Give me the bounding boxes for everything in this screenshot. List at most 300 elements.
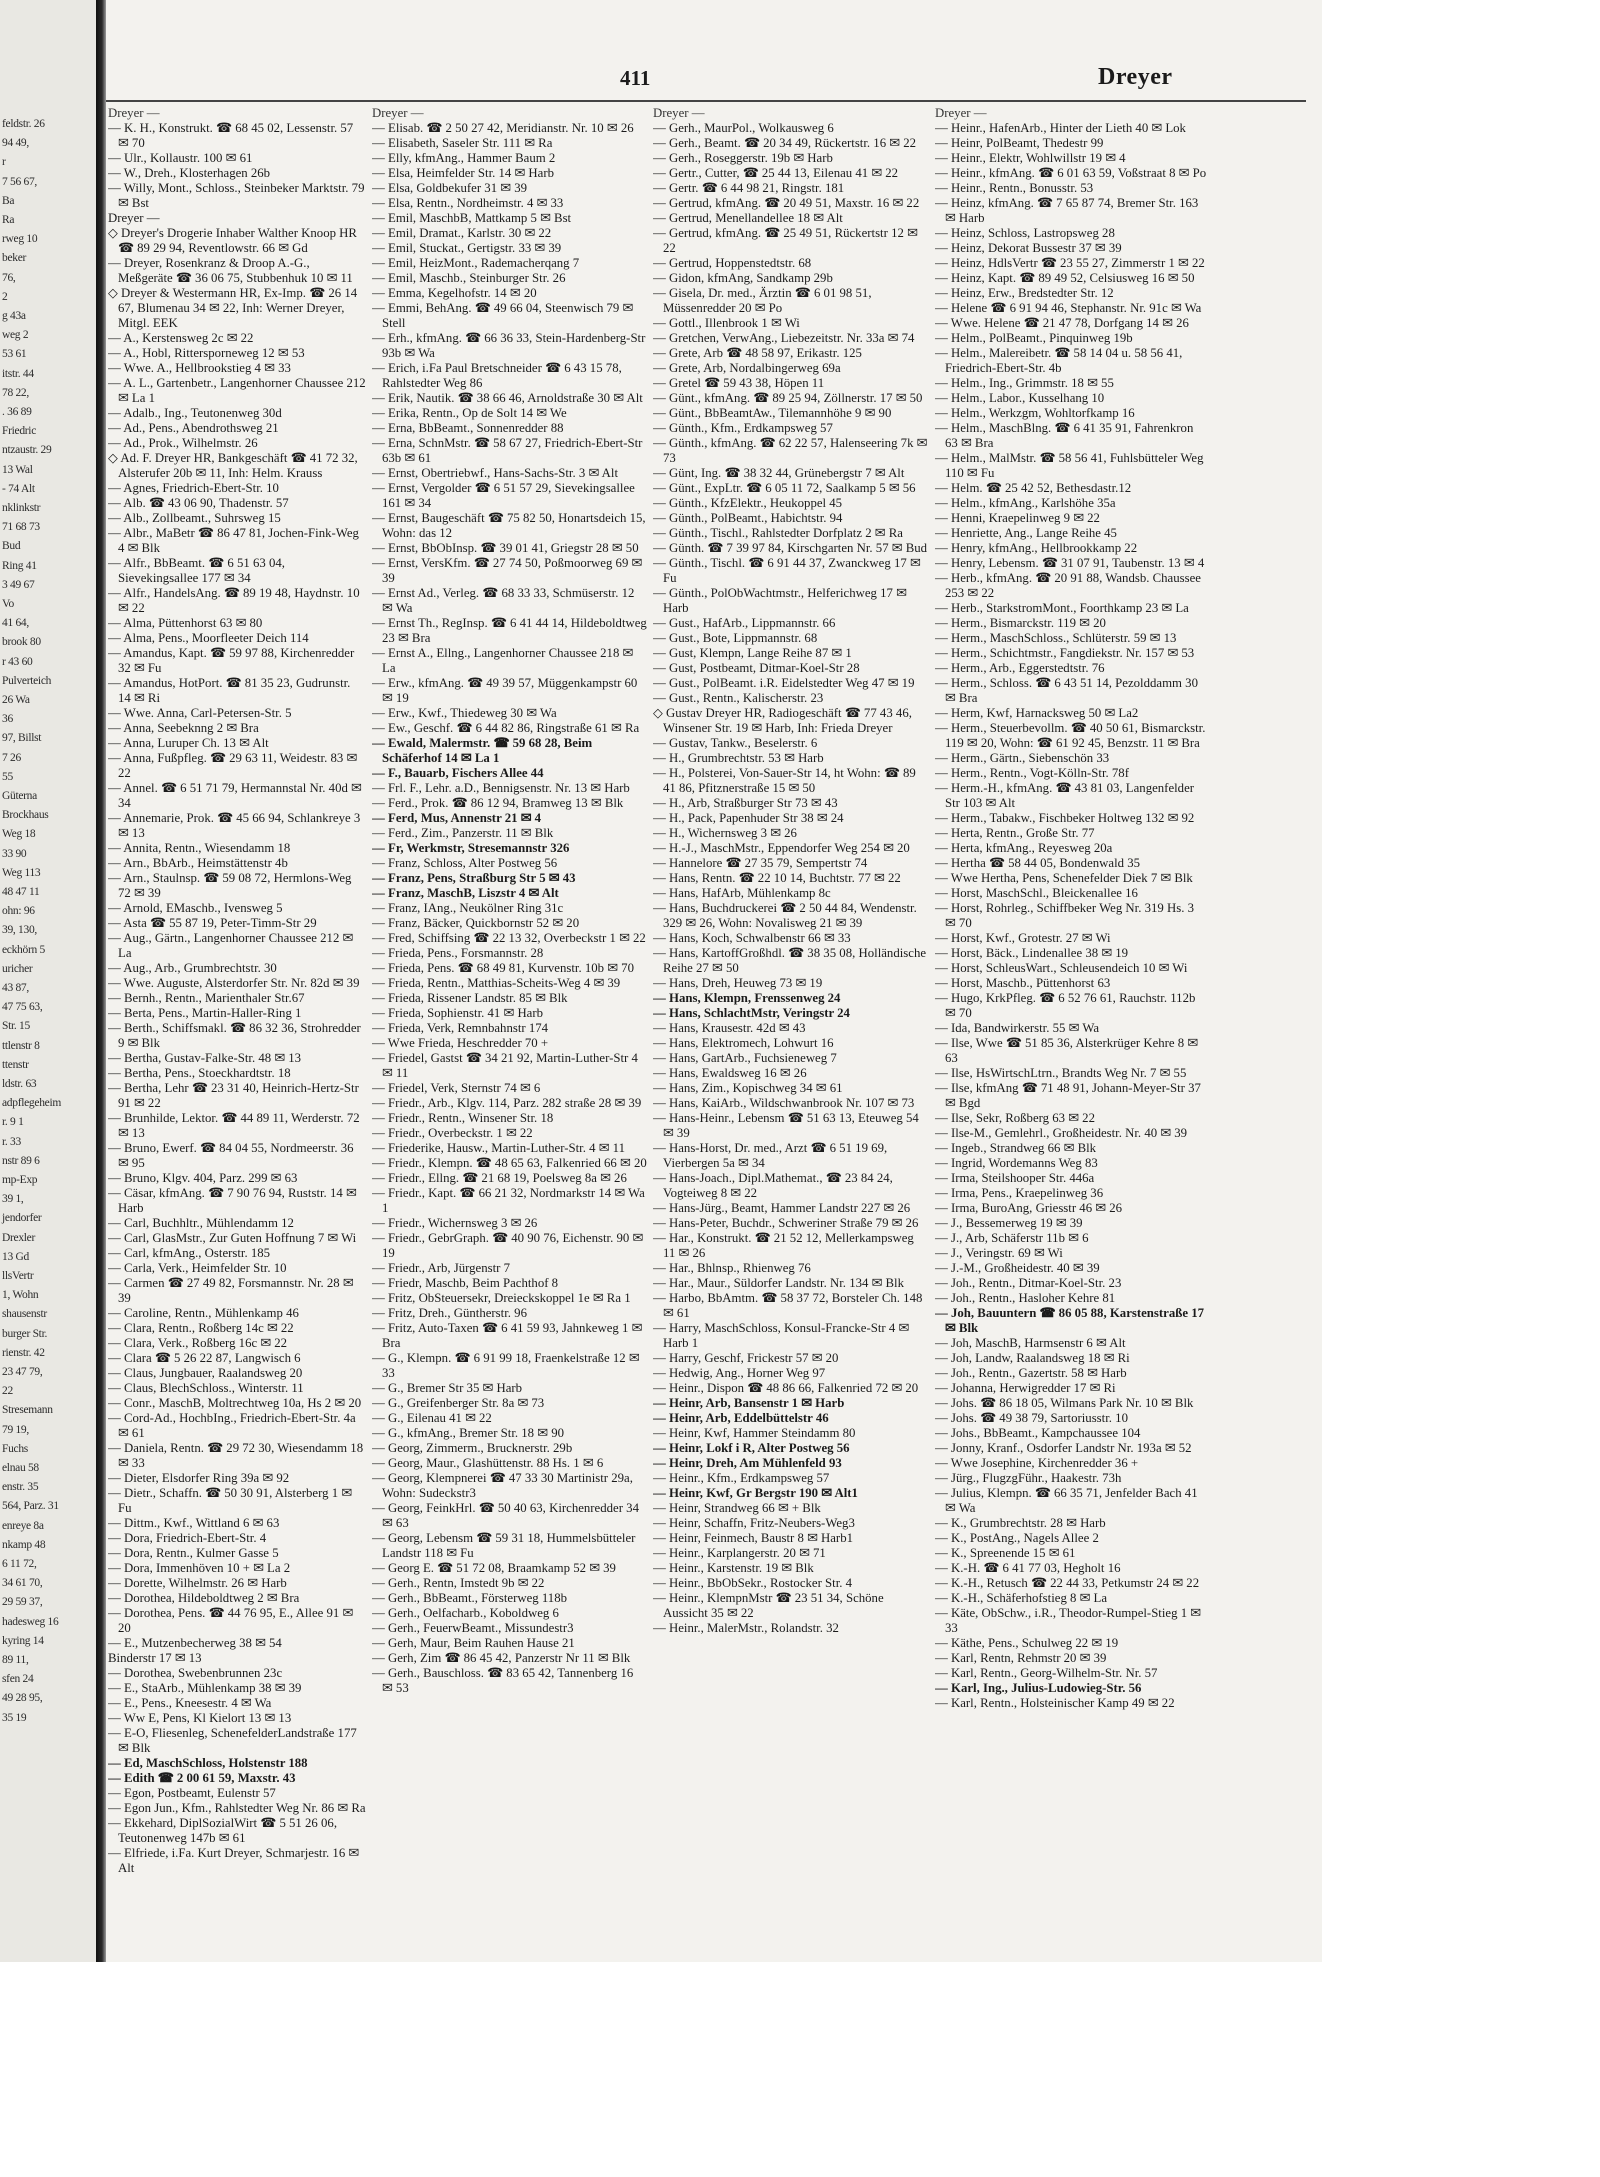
directory-entry: — Heinz, HdlsVertr ☎ 23 55 27, Zimmerstr 1 ✉ 22 [935, 256, 1205, 270]
directory-entry: — Heinr., Karstenstr. 19 ✉ Blk [653, 1561, 814, 1575]
column-1 [108, 106, 366, 1950]
directory-entry: — Erh., kfmAng. ☎ 66 36 33, Stein-Hardenberg-Str 93b ✉ Wa [372, 331, 646, 360]
previous-page-fragment: g 43a [2, 310, 26, 322]
previous-page-fragment: r 43 60 [2, 655, 33, 668]
directory-entry: — Bernh., Rentn., Marienthaler Str.67 [108, 991, 305, 1005]
previous-page-fragment: 23 47 79, [2, 1366, 43, 1378]
directory-entry: — Ernst, BbObInsp. ☎ 39 01 41, Griegstr 28 ✉ 50 [372, 541, 639, 555]
directory-entry: — Dorothea, Pens. ☎ 44 76 95, E., Allee 91 ✉ 20 [108, 1606, 354, 1635]
directory-entry: — Gretchen, VerwAng., Liebezeitstr. Nr. 33a ✉ 74 [653, 331, 915, 345]
directory-entry: — Alfr., BbBeamt. ☎ 6 51 63 04, Sievekingsallee 177 ✉ 34 [108, 556, 285, 585]
directory-entry: — Karl, Rentn., Holsteinischer Kamp 49 ✉ 22 [935, 1696, 1175, 1710]
directory-entry: — Gertr., Cutter, ☎ 25 44 13, Eilenau 41 ✉ 22 [653, 166, 899, 180]
directory-entry: — Ewald, Malermstr. ☎ 59 68 28, Beim Schäferhof 14 ✉ La 1 [372, 736, 593, 765]
previous-page-fragment: Vo [2, 598, 14, 610]
column-head: Dreyer — [935, 106, 987, 120]
directory-entry: — Hannelore ☎ 27 35 79, Sempertstr 74 [653, 856, 868, 870]
previous-page-fragment: hadesweg 16 [2, 1615, 59, 1628]
directory-entry: — Helm., MaschBlng. ☎ 6 41 35 91, Fahrenkron 63 ✉ Bra [935, 421, 1194, 450]
previous-page-fragment: rweg 10 [2, 233, 38, 246]
directory-entry: — Friederike, Hausw., Martin-Luther-Str. 4 ✉ 11 [372, 1141, 625, 1155]
directory-entry: — Helm., MalMstr. ☎ 58 56 41, Fuhlsbütteler Weg 110 ✉ Fu [935, 451, 1204, 480]
directory-entry: — Alfr., HandelsAng. ☎ 89 19 48, Haydnstr. 10 ✉ 22 [108, 586, 360, 615]
directory-entry: — Günt., ExpLtr. ☎ 6 05 11 72, Saalkamp 5 ✉ 56 [653, 481, 916, 495]
directory-entry: — Herm., Rentn., Vogt-Kölln-Str. 78f [935, 766, 1129, 780]
previous-page-fragment: 13 Gd [2, 1250, 29, 1263]
directory-entry: — K.-H. ☎ 6 41 77 03, Hegholt 16 [935, 1561, 1121, 1575]
directory-entry: — Helm., kfmAng., Karlshöhe 35a [935, 496, 1116, 510]
directory-entry: — Henry, Lebensm. ☎ 31 07 91, Taubenstr. 13 ✉ 4 [935, 556, 1205, 570]
directory-entry: — Berth., Schiffsmakl. ☎ 86 32 36, Strohredder 9 ✉ Blk [108, 1021, 361, 1050]
directory-entry: — Carmen ☎ 27 49 82, Forsmannstr. Nr. 28 ✉ 39 [108, 1276, 354, 1305]
directory-entry: — Horst, MaschSchl., Bleickenallee 16 [935, 886, 1138, 900]
previous-page-fragment: Stresemann [2, 1404, 53, 1417]
directory-entry: — Friedr., Kapt. ☎ 66 21 32, Nordmarkstr 14 ✉ Wa 1 [372, 1186, 645, 1215]
previous-page-fragment: Brockhaus [2, 809, 49, 822]
directory-entry: — Erw., Kwf., Thiedeweg 30 ✉ Wa [372, 706, 557, 720]
directory-entry: — Carla, Verk., Heimfelder Str. 10 [108, 1261, 287, 1275]
directory-entry: — Herm., Schloss. ☎ 6 43 51 14, Pezolddamm 30 ✉ Bra [935, 676, 1198, 705]
directory-entry: — Aug., Arb., Grumbrechtstr. 30 [108, 961, 277, 975]
directory-entry: — Friedr., Klempn. ☎ 48 65 63, Falkenried 66 ✉ 20 [372, 1156, 647, 1170]
directory-entry: — Egon, Postbeamt, Eulenstr 57 [108, 1786, 276, 1800]
directory-entry: Dreyer — [108, 211, 160, 225]
directory-entry: — Ernst Ad., Verleg. ☎ 68 33 33, Schmüserstr. 12 ✉ Wa [372, 586, 635, 615]
directory-entry: — Herm.-H., kfmAng. ☎ 43 81 03, Langenfelder Str 103 ✉ Alt [935, 781, 1195, 810]
directory-entry: — Franz, Pens, Straßburg Str 5 ✉ 43 [372, 871, 576, 885]
previous-page-fragment: 76, [2, 271, 16, 284]
directory-entry: — Heinr., BbObSekr., Rostocker Str. 4 [653, 1576, 853, 1590]
column-4 [935, 106, 1207, 1950]
directory-entry: — Käthe, Pens., Schulweg 22 ✉ 19 [935, 1636, 1119, 1650]
directory-entry: — Hugo, KrkPfleg. ☎ 6 52 76 61, Rauchstr. 112b ✉ 70 [935, 991, 1196, 1020]
directory-entry: — E., Mutzenbecherweg 38 ✉ 54 [108, 1636, 282, 1650]
directory-entry: — Anna, Luruper Ch. 13 ✉ Alt [108, 736, 269, 750]
directory-entry: — Heinz, Kapt. ☎ 89 49 52, Celsiusweg 16 ✉ 50 [935, 271, 1195, 285]
directory-entry: — Heinr., HafenArb., Hinter der Lieth 40 ✉ Lok [935, 121, 1186, 135]
directory-entry: — Frieda, Verk, Remnbahnstr 174 [372, 1021, 549, 1035]
directory-entry: — Hans, KaiArb., Wildschwanbrook Nr. 107 ✉ 73 [653, 1096, 915, 1110]
directory-entry: — Julius, Klempn. ☎ 66 35 71, Jenfelder Bach 41 ✉ Wa [935, 1486, 1198, 1515]
directory-entry: — Heinr, Strandweg 66 ✉ + Blk [653, 1501, 821, 1515]
directory-entry: — Günt., kfmAng. ☎ 89 25 94, Zöllnerstr. 17 ✉ 50 [653, 391, 923, 405]
previous-page-fragment: 53 61 [2, 348, 27, 361]
directory-entry: — Cord-Ad., HochbIng., Friedrich-Ebert-Str. 4a ✉ 61 [108, 1411, 356, 1440]
directory-entry: — Elisab. ☎ 2 50 27 42, Meridianstr. Nr. 10 ✉ 26 [372, 121, 634, 135]
directory-entry: — Helene ☎ 6 91 94 46, Stephanstr. Nr. 91c ✉ Wa [935, 301, 1202, 315]
directory-entry: — Gretel ☎ 59 43 38, Höpen 11 [653, 376, 825, 390]
directory-entry: — Helm., Labor., Kusselhang 10 [935, 391, 1105, 405]
directory-entry: — Erna, BbBeamt., Sonnenredder 88 [372, 421, 564, 435]
directory-entry: — Hans, Buchdruckerei ☎ 2 50 44 84, Wendenstr. 329 ✉ 26, Wohn: Novalisweg 21 ✉ 39 [653, 901, 917, 930]
previous-page-fragment: 55 [2, 770, 13, 783]
directory-entry: — Helm. ☎ 25 42 52, Bethesdastr.12 [935, 481, 1132, 495]
directory-entry: — Hans, KartoffGroßhdl. ☎ 38 35 08, Holländische Reihe 27 ✉ 50 [653, 946, 927, 975]
directory-entry: — Erik, Nautik. ☎ 38 66 46, Arnoldstraße 30 ✉ Alt [372, 391, 643, 405]
previous-page-edge [0, 0, 96, 1962]
directory-entry: — Franz, IAng., Neukölner Ring 31c [372, 901, 564, 915]
directory-entry: — Agnes, Friedrich-Ebert-Str. 10 [108, 481, 279, 495]
blank-margin-right [1322, 0, 1600, 2177]
directory-entry: — Wwe. A., Hellbrookstieg 4 ✉ 33 [108, 361, 291, 375]
previous-page-fragment: feldstr. 26 [2, 118, 45, 130]
directory-entry: — Carl, kfmAng., Osterstr. 185 [108, 1246, 271, 1260]
directory-entry: — K., Grumbrechtstr. 28 ✉ Harb [935, 1516, 1106, 1530]
directory-entry: — Bertha, Lehr ☎ 23 31 40, Heinrich-Hertz-Str 91 ✉ 22 [108, 1081, 359, 1110]
directory-entry: — Georg, Klempnerei ☎ 47 33 30 Martinistr 29a, Wohn: Sudeckstr3 [372, 1471, 633, 1500]
directory-entry: — Gust., Rentn., Kalischerstr. 23 [653, 691, 824, 705]
directory-entry: — Fred, Schiffsing ☎ 22 13 32, Overbeckstr 1 ✉ 22 [372, 931, 646, 945]
column-head: Dreyer — [108, 106, 160, 120]
directory-entry: — Friedel, Gastst ☎ 34 21 92, Martin-Luther-Str 4 ✉ 11 [372, 1051, 638, 1080]
directory-entry: — Günth. ☎ 7 39 97 84, Kirschgarten Nr. 57 ✉ Bud [653, 541, 928, 555]
directory-entry: — Franz, Schloss, Alter Postweg 56 [372, 856, 558, 870]
directory-entry: — Emil, Stuckat., Gertigstr. 33 ✉ 39 [372, 241, 562, 255]
directory-entry: — A., Kerstensweg 2c ✉ 22 [108, 331, 254, 345]
directory-entry: — Arn., BbArb., Heimstättenstr 4b [108, 856, 288, 870]
directory-entry: — Emmi, BehAng. ☎ 49 66 04, Steenwisch 79 ✉ Stell [372, 301, 634, 330]
directory-entry: — Hans-Joach., Dipl.Mathemat., ☎ 23 84 24, Vogteiweg 8 ✉ 22 [653, 1171, 893, 1200]
directory-entry: — Käte, ObSchw., i.R., Theodor-Rumpel-Stieg 1 ✉ 33 [935, 1606, 1202, 1635]
directory-entry: — Heinr, PolBeamt, Thedestr 99 [935, 136, 1104, 150]
directory-entry: — Georg E. ☎ 51 72 08, Braamkamp 52 ✉ 39 [372, 1561, 616, 1575]
directory-entry: — F., Bauarb, Fischers Allee 44 [372, 766, 544, 780]
directory-entry: — Gerh., Beamt. ☎ 20 34 49, Rückertstr. 16 ✉ 22 [653, 136, 917, 150]
directory-entry: — Ad., Prok., Wilhelmstr. 26 [108, 436, 258, 450]
directory-entry: — Heinz, kfmAng. ☎ 7 65 87 74, Bremer Str. 163 ✉ Harb [935, 196, 1199, 225]
directory-entry: — Helm., Ing., Grimmstr. 18 ✉ 55 [935, 376, 1114, 390]
directory-entry: — Brunhilde, Lektor. ☎ 44 89 11, Werderstr. 72 ✉ 13 [108, 1111, 360, 1140]
directory-entry: — Henry, kfmAng., Hellbrookkamp 22 [935, 541, 1138, 555]
directory-entry: — Edith ☎ 2 00 61 59, Maxstr. 43 [108, 1771, 296, 1785]
previous-page-fragment: Weg 18 [2, 828, 36, 841]
directory-entry: — Karl, Ing., Julius-Ludowieg-Str. 56 [935, 1681, 1142, 1695]
directory-entry: — Emil, Maschb., Steinburger Str. 26 [372, 271, 566, 285]
directory-entry: — Heinr, Kwf, Gr Bergstr 190 ✉ Alt1 [653, 1486, 858, 1500]
directory-entry: — Ilse, kfmAng ☎ 71 48 91, Johann-Meyer-Str 37 ✉ Bgd [935, 1081, 1201, 1110]
directory-entry: — Gerh., Roseggerstr. 19b ✉ Harb [653, 151, 833, 165]
directory-entry: — Irma, BuroAng, Griesstr 46 ✉ 26 [935, 1201, 1123, 1215]
directory-entry: — Ernst, Baugeschäft ☎ 75 82 50, Honartsdeich 15, Wohn: das 12 [372, 511, 646, 540]
directory-entry: — Arnold, EMaschb., Ivensweg 5 [108, 901, 283, 915]
directory-entry: — Frieda, Rentn., Matthias-Scheits-Weg 4 ✉ 39 [372, 976, 621, 990]
previous-page-fragment: 26 Wa [2, 694, 30, 706]
directory-entry: — Gertrud, kfmAng. ☎ 20 49 51, Maxstr. 16 ✉ 22 [653, 196, 920, 210]
directory-entry: — Horst, Maschb., Püttenhorst 63 [935, 976, 1111, 990]
directory-entry: — Willy, Mont., Schloss., Steinbeker Marktstr. 79 ✉ Bst [108, 181, 365, 210]
directory-entry: — Ekkehard, DiplSozialWirt ☎ 5 51 26 06, Teutonenweg 147b ✉ 61 [108, 1816, 338, 1845]
directory-entry: — Günth., PolBeamt., Habichtstr. 94 [653, 511, 843, 525]
previous-page-fragment: 36 [2, 713, 13, 726]
directory-entry: — E., Pens., Kneesestr. 4 ✉ Wa [108, 1696, 272, 1710]
previous-page-fragment: 49 28 95, [2, 1692, 43, 1705]
previous-page-fragment: ntzaustr. 29 [2, 444, 52, 457]
directory-entry: — Elfriede, i.Fa. Kurt Dreyer, Schmarjestr. 16 ✉ Alt [108, 1846, 360, 1875]
directory-entry: — Fritz, Dreh., Güntherstr. 96 [372, 1306, 527, 1320]
directory-entry: — Johs., BbBeamt., Kampchaussee 104 [935, 1426, 1141, 1440]
directory-entry: — Heinz, Schloss, Lastropsweg 28 [935, 226, 1115, 240]
directory-entry: — Helm., Malereibetr. ☎ 58 14 04 u. 58 56 41, Friedrich-Ebert-Str. 4b [935, 346, 1183, 375]
header-rule [106, 100, 1306, 102]
directory-entry: — Gerh, Maur, Beim Rauhen Hause 21 [372, 1636, 575, 1650]
previous-page-fragment: Weg 113 [2, 866, 41, 879]
previous-page-fragment: 7 26 [2, 751, 21, 764]
previous-page-fragment: 39, 130, [2, 924, 37, 937]
directory-entry: — Harry, MaschSchloss, Konsul-Francke-Str 4 ✉ Harb 1 [653, 1321, 910, 1350]
directory-entry: — Wwe. Auguste, Alsterdorfer Str. Nr. 82d ✉ 39 [108, 976, 360, 990]
directory-entry: — Hans, HafArb, Mühlenkamp 8c [653, 886, 831, 900]
directory-entry: — Friedr, Maschb, Beim Pachthof 8 [372, 1276, 559, 1290]
directory-entry: — Gustav, Tankw., Beselerstr. 6 [653, 736, 818, 750]
directory-entry: — Günth., kfmAng. ☎ 62 22 57, Halenseering 7k ✉ 73 [653, 436, 928, 465]
directory-entry: — Frl. F., Lehr. a.D., Bennigsenstr. Nr. 13 ✉ Harb [372, 781, 630, 795]
previous-page-fragment: - 74 Alt [2, 482, 35, 495]
running-head: Dreyer [1098, 64, 1173, 90]
directory-entry: — Elsa, Heimfelder Str. 14 ✉ Harb [372, 166, 555, 180]
directory-entry: — Hans, Krausestr. 42d ✉ 43 [653, 1021, 806, 1035]
directory-entry: — Annel. ☎ 6 51 71 79, Hermannstal Nr. 40d ✉ 34 [108, 781, 362, 810]
directory-entry: — Herm., Tabakw., Fischbeker Holtweg 132 ✉ 92 [935, 811, 1195, 825]
page-number: 411 [620, 66, 651, 90]
directory-entry: — Emil, Dramat., Karlstr. 30 ✉ 22 [372, 226, 552, 240]
directory-entry: — Frieda, Sophienstr. 41 ✉ Harb [372, 1006, 544, 1020]
directory-entry: — Gerh., Oelfacharb., Koboldweg 6 [372, 1606, 559, 1620]
directory-entry: ◇ Ad. F. Dreyer HR, Bankgeschäft ☎ 41 72 32, Alsterufer 20b ✉ 11, Inh: Helm. Krauss [108, 451, 358, 480]
directory-entry: — Wwe. Helene ☎ 21 47 78, Dorfgang 14 ✉ 26 [935, 316, 1189, 330]
directory-entry: — Dora, Friedrich-Ebert-Str. 4 [108, 1531, 267, 1545]
directory-entry: — G., Klempn. ☎ 6 91 99 18, Fraenkelstraße 12 ✉ 33 [372, 1351, 640, 1380]
directory-entry: — Albr., MaBetr ☎ 86 47 81, Jochen-Fink-Weg 4 ✉ Blk [108, 526, 359, 555]
previous-page-fragment: mp-Exp [2, 1174, 38, 1186]
directory-entry: — G., Greifenberger Str. 8a ✉ 73 [372, 1396, 545, 1410]
directory-entry: — Herta, Rentn., Große Str. 77 [935, 826, 1095, 840]
directory-entry: — Ernst Th., RegInsp. ☎ 6 41 44 14, Hildeboldtweg 23 ✉ Bra [372, 616, 647, 645]
directory-entry: — Heinr., kfmAng. ☎ 6 01 63 59, Voßstraat 8 ✉ Po [935, 166, 1207, 180]
directory-entry: — W., Dreh., Klosterhagen 26b [108, 166, 271, 180]
directory-entry: — G., kfmAng., Bremer Str. 18 ✉ 90 [372, 1426, 564, 1440]
directory-entry: — Ernst, VersKfm. ☎ 27 74 50, Poßmoorweg 69 ✉ 39 [372, 556, 643, 585]
column-head: Dreyer — [653, 106, 705, 120]
directory-entry: — Caroline, Rentn., Mühlenkamp 46 [108, 1306, 299, 1320]
directory-entry: — Gust., PolBeamt. i.R. Eidelstedter Weg 47 ✉ 19 [653, 676, 915, 690]
directory-entry: — Gottl., Illenbrook 1 ✉ Wi [653, 316, 800, 330]
directory-entry: — Wwe. Anna, Carl-Petersen-Str. 5 [108, 706, 292, 720]
directory-entry: — Asta ☎ 55 87 19, Peter-Timm-Str 29 [108, 916, 317, 930]
previous-page-fragment: Pulverteich [2, 674, 52, 687]
directory-entry: — Henriette, Ang., Lange Reihe 45 [935, 526, 1117, 540]
directory-entry: — Clara, Verk., Roßberg 16c ✉ 22 [108, 1336, 288, 1350]
previous-page-fragment: 71 68 73 [2, 521, 40, 534]
directory-entry: — Horst, Kwf., Grotestr. 27 ✉ Wi [935, 931, 1111, 945]
directory-entry: — Friedr., Rentn., Winsener Str. 18 [372, 1111, 554, 1125]
directory-entry: — Hans-Peter, Buchdr., Schweriner Straße 79 ✉ 26 [653, 1216, 919, 1230]
directory-entry: — Bruno, Ewerf. ☎ 84 04 55, Nordmeerstr. 36 ✉ 95 [108, 1141, 354, 1170]
previous-page-fragment: jendorfer [2, 1212, 42, 1225]
directory-entry: — Günth., Tischl. ☎ 6 91 44 37, Zwanckweg 17 ✉ Fu [653, 556, 921, 585]
previous-page-fragment: Ra [2, 214, 15, 226]
directory-entry: — Har., Maur., Süldorfer Landstr. Nr. 134 ✉ Blk [653, 1276, 904, 1290]
previous-page-fragment: 34 61 70, [2, 1577, 43, 1590]
previous-page-fragment: r. 9 1 [2, 1116, 24, 1129]
directory-entry: — Elsa, Rentn., Nordheimstr. 4 ✉ 33 [372, 196, 564, 210]
previous-page-fragment: 564, Parz. 31 [2, 1500, 59, 1513]
directory-entry: — Gerh, Zim ☎ 86 45 42, Panzerstr Nr 11 ✉ Blk [372, 1651, 631, 1665]
directory-entry: — Herm., Gärtn., Siebenschön 33 [935, 751, 1110, 765]
directory-entry: — Ed, MaschSchloss, Holstenstr 188 [108, 1756, 308, 1770]
directory-entry: — Henni, Kraepelinweg 9 ✉ 22 [935, 511, 1100, 525]
directory-entry: — Joh., Rentn., Gazertstr. 58 ✉ Harb [935, 1366, 1127, 1380]
directory-entry: — Heinr, Feinmech, Baustr 8 ✉ Harb1 [653, 1531, 853, 1545]
previous-page-fragment: 22 [2, 1385, 13, 1398]
directory-entry: — Joh, MaschB, Harmsenstr 6 ✉ Alt [935, 1336, 1126, 1350]
previous-page-fragment: brook 80 [2, 636, 41, 649]
directory-entry: — Günt., BbBeamtAw., Tilemannhöhe 9 ✉ 90 [653, 406, 892, 420]
directory-entry: — Arn., Staulnsp. ☎ 59 08 72, Hermlons-Weg 72 ✉ 39 [108, 871, 352, 900]
directory-entry: — Jürg., FlugzgFühr., Haakestr. 73h [935, 1471, 1122, 1485]
directory-entry: — Hans, SchlachtMstr, Veringstr 24 [653, 1006, 850, 1020]
directory-entry: — Joh, Landw, Raalandsweg 18 ✉ Ri [935, 1351, 1130, 1365]
directory-entry: — A. L., Gartenbetr., Langenhorner Chaussee 212 ✉ La 1 [108, 376, 366, 405]
directory-entry: — Friedr., Arb., Klgv. 114, Parz. 282 straße 28 ✉ 39 [372, 1096, 642, 1110]
directory-entry: — Hans-Horst, Dr. med., Arzt ☎ 6 51 19 69, Vierbergen 5a ✉ 34 [653, 1141, 888, 1170]
directory-entry: — Herm., MaschSchloss., Schlüterstr. 59 ✉ 13 [935, 631, 1177, 645]
directory-entry: — G., Eilenau 41 ✉ 22 [372, 1411, 492, 1425]
directory-entry: — Heinz, Erw., Bredstedter Str. 12 [935, 286, 1114, 300]
previous-page-fragment: weg 2 [2, 329, 29, 342]
directory-entry: — Aug., Gärtn., Langenhorner Chaussee 212 ✉ La [108, 931, 354, 960]
directory-entry: — H.-J., MaschMstr., Eppendorfer Weg 254 ✉ 20 [653, 841, 910, 855]
directory-entry: — K., Spreenende 15 ✉ 61 [935, 1546, 1076, 1560]
directory-entry: — Gidon, kfmAng, Sandkamp 29b [653, 271, 833, 285]
column-3 [653, 106, 929, 1950]
directory-entry: — K.-H., Retusch ☎ 22 44 33, Petkumstr 24 ✉ 22 [935, 1576, 1200, 1590]
directory-entry: — Ew., Geschf. ☎ 6 44 82 86, Ringstraße 61 ✉ Ra [372, 721, 640, 735]
previous-page-fragment: itstr. 44 [2, 367, 34, 380]
directory-entry: — K., PostAng., Nagels Allee 2 [935, 1531, 1099, 1545]
directory-entry: — Emma, Kegelhofstr. 14 ✉ 20 [372, 286, 537, 300]
directory-entry: — Heinr., Karplangerstr. 20 ✉ 71 [653, 1546, 826, 1560]
previous-page-fragment: 97, Billst [2, 732, 42, 745]
directory-entry: — Dora, Rentn., Kulmer Gasse 5 [108, 1546, 279, 1560]
directory-entry: — Hans, Zim., Kopischweg 34 ✉ 61 [653, 1081, 843, 1095]
previous-page-fragment: llsVertr [2, 1270, 34, 1282]
directory-entry: — Herm., Steuerbevollm. ☎ 40 50 61, Bismarckstr. 119 ✉ 20, Wohn: ☎ 61 92 45, Benzstr. 11 ✉ Bra [935, 721, 1206, 750]
directory-entry: — Heinr., Kfm., Erdkampsweg 57 [653, 1471, 830, 1485]
previous-page-fragment: 3 49 67 [2, 578, 35, 591]
directory-entry: — Gisela, Dr. med., Ärztin ☎ 6 01 98 51, Müssenredder 20 ✉ Po [653, 286, 872, 315]
previous-page-fragment: adpflegeheim [2, 1097, 61, 1110]
directory-entry: — Hans, Rentn. ☎ 22 10 14, Buchtstr. 77 ✉ 22 [653, 871, 901, 885]
previous-page-fragment: 78 22, [2, 386, 29, 399]
directory-entry: — Heinr., Dispon ☎ 48 86 66, Falkenried 72 ✉ 20 [653, 1381, 919, 1395]
directory-entry: — Dorette, Wilhelmstr. 26 ✉ Harb [108, 1576, 287, 1590]
directory-entry: — Hans, Koch, Schwalbenstr 66 ✉ 33 [653, 931, 851, 945]
previous-page-fragment: 6 11 72, [2, 1558, 37, 1570]
directory-entry: — Gerh., Bauschloss. ☎ 83 65 42, Tannenberg 16 ✉ 53 [372, 1666, 634, 1695]
directory-entry: — Herta, kfmAng., Reyesweg 20a [935, 841, 1113, 855]
directory-entry: — Horst, SchleusWart., Schleusendeich 10 ✉ Wi [935, 961, 1188, 975]
directory-entry: — Ww E, Pens, Kl Kielort 13 ✉ 13 [108, 1711, 292, 1725]
directory-entry: — Georg, Lebensm ☎ 59 31 18, Hummelsbütteler Landstr 118 ✉ Fu [372, 1531, 636, 1560]
directory-entry: — Heinr., MalerMstr., Rolandstr. 32 [653, 1621, 839, 1635]
directory-entry: — Herm., Arb., Eggerstedtstr. 76 [935, 661, 1105, 675]
directory-entry: — Berta, Pens., Martin-Haller-Ring 1 [108, 1006, 302, 1020]
directory-entry: — Ingeb., Strandweg 66 ✉ Blk [935, 1141, 1097, 1155]
directory-entry: — Herm, Kwf, Harnacksweg 50 ✉ La2 [935, 706, 1139, 720]
directory-entry: — J.-M., Großheidestr. 40 ✉ 39 [935, 1261, 1100, 1275]
directory-entry: — Hans, Ewaldsweg 16 ✉ 26 [653, 1066, 807, 1080]
directory-entry: — Heinr, Schaffn, Fritz-Neubers-Weg3 [653, 1516, 855, 1530]
directory-entry: — Annemarie, Prok. ☎ 45 66 94, Schlankreye 3 ✉ 13 [108, 811, 361, 840]
directory-entry: — Ida, Bandwirkerstr. 55 ✉ Wa [935, 1021, 1100, 1035]
directory-entry: — Günth., PolObWachtmstr., Helferichweg 17 ✉ Harb [653, 586, 907, 615]
directory-entry: — Annita, Rentn., Wiesendamm 18 [108, 841, 291, 855]
directory-entry: — Grete, Arb ☎ 48 58 97, Erikastr. 125 [653, 346, 862, 360]
directory-entry: — Frieda, Pens. ☎ 68 49 81, Kurvenstr. 10b ✉ 70 [372, 961, 634, 975]
directory-entry: — Georg, Zimmerm., Brucknerstr. 29b [372, 1441, 573, 1455]
previous-page-fragment: burger Str. [2, 1327, 48, 1340]
directory-entry: — Amandus, Kapt. ☎ 59 97 88, Kirchenredder 32 ✉ Fu [108, 646, 355, 675]
directory-entry: — Clara ☎ 5 26 22 87, Langwisch 6 [108, 1351, 301, 1365]
directory-entry: — Hans-Heinr., Lebensm ☎ 51 63 13, Eteuweg 54 ✉ 39 [653, 1111, 919, 1140]
directory-entry: — Anna, Fußpfleg. ☎ 29 63 11, Weidestr. 83 ✉ 22 [108, 751, 358, 780]
directory-entry: — Ferd., Zim., Panzerstr. 11 ✉ Blk [372, 826, 554, 840]
previous-page-fragment: 39 1, [2, 1193, 24, 1206]
directory-entry: — Clara, Rentn., Roßberg 14c ✉ 22 [108, 1321, 294, 1335]
directory-entry: — Frieda, Rissener Landstr. 85 ✉ Blk [372, 991, 568, 1005]
directory-entry: — Karl, Rentn, Rehmstr 20 ✉ 39 [935, 1651, 1107, 1665]
directory-entry: — J., Arb, Schäferstr 11b ✉ 6 [935, 1231, 1089, 1245]
directory-entry: — Har., Bhlnsp., Rhienweg 76 [653, 1261, 811, 1275]
previous-page-fragment: nstr 89 6 [2, 1154, 40, 1167]
directory-entry: — Wwe Frieda, Heschredder 70 + [372, 1036, 549, 1050]
directory-entry: — Claus, BlechSchloss., Winterstr. 11 [108, 1381, 304, 1395]
directory-entry: — Ingrid, Wordemanns Weg 83 [935, 1156, 1098, 1170]
previous-page-fragment: enstr. 35 [2, 1481, 39, 1494]
directory-entry: — Georg, FeinkHrl. ☎ 50 40 63, Kirchenredder 34 ✉ 63 [372, 1501, 639, 1530]
previous-page-fragment: 33 90 [2, 847, 27, 860]
directory-entry: — K. H., Konstrukt. ☎ 68 45 02, Lessenstr. 57 ✉ 70 [108, 121, 354, 150]
previous-page-fragment: 29 59 37, [2, 1596, 43, 1609]
directory-entry: — Emil, HeizMont., Rademacherqang 7 [372, 256, 580, 270]
directory-entry: — Elisabeth, Saseler Str. 111 ✉ Ra [372, 136, 553, 150]
previous-page-fragment: . 36 89 [2, 406, 32, 418]
directory-entry: — Ilse-M., Gemlehrl., Großheidestr. Nr. 40 ✉ 39 [935, 1126, 1188, 1140]
directory-entry: — Daniela, Rentn. ☎ 29 72 30, Wiesendamm 18 ✉ 33 [108, 1441, 364, 1470]
directory-entry: — Friedr., Wichernsweg 3 ✉ 26 [372, 1216, 538, 1230]
directory-entry: — Gertrud, Hoppenstedtstr. 68 [653, 256, 812, 270]
directory-entry: — Wwe Hertha, Pens, Schenefelder Diek 7 ✉ Blk [935, 871, 1193, 885]
directory-entry: — Elsa, Goldbekufer 31 ✉ 39 [372, 181, 528, 195]
directory-entry: — Dorothea, Hildeboldtweg 2 ✉ Bra [108, 1591, 300, 1605]
directory-entry: — Hans, Klempn, Frenssenweg 24 [653, 991, 841, 1005]
directory-entry: — Frieda, Pens., Forsmannstr. 28 [372, 946, 544, 960]
directory-entry: — Carl, GlasMstr., Zur Guten Hoffnung 7 ✉ Wi [108, 1231, 357, 1245]
directory-entry: — Gust, Klempn, Lange Reihe 87 ✉ 1 [653, 646, 852, 660]
previous-page-fragment: nkamp 48 [2, 1538, 46, 1551]
directory-entry: — Alb. ☎ 43 06 90, Thadenstr. 57 [108, 496, 289, 510]
directory-entry: — Günth., Tischl., Rahlstedter Dorfplatz 2 ✉ Ra [653, 526, 903, 540]
directory-entry: — Irma, Steilshooper Str. 446a [935, 1171, 1095, 1185]
directory-entry: — Fr, Werkmstr, Stresemannstr 326 [372, 841, 570, 855]
previous-page-fragment: uricher [2, 962, 33, 975]
directory-entry: — Dieter, Elsdorfer Ring 39a ✉ 92 [108, 1471, 290, 1485]
previous-page-fragment: rienstr. 42 [2, 1346, 45, 1359]
previous-page-fragment: kyring 14 [2, 1634, 44, 1647]
previous-page-fragment: Ba [2, 194, 15, 207]
directory-entry: — Herm., Bismarckstr. 119 ✉ 20 [935, 616, 1106, 630]
directory-entry: — Günth., Kfm., Erdkampsweg 57 [653, 421, 833, 435]
